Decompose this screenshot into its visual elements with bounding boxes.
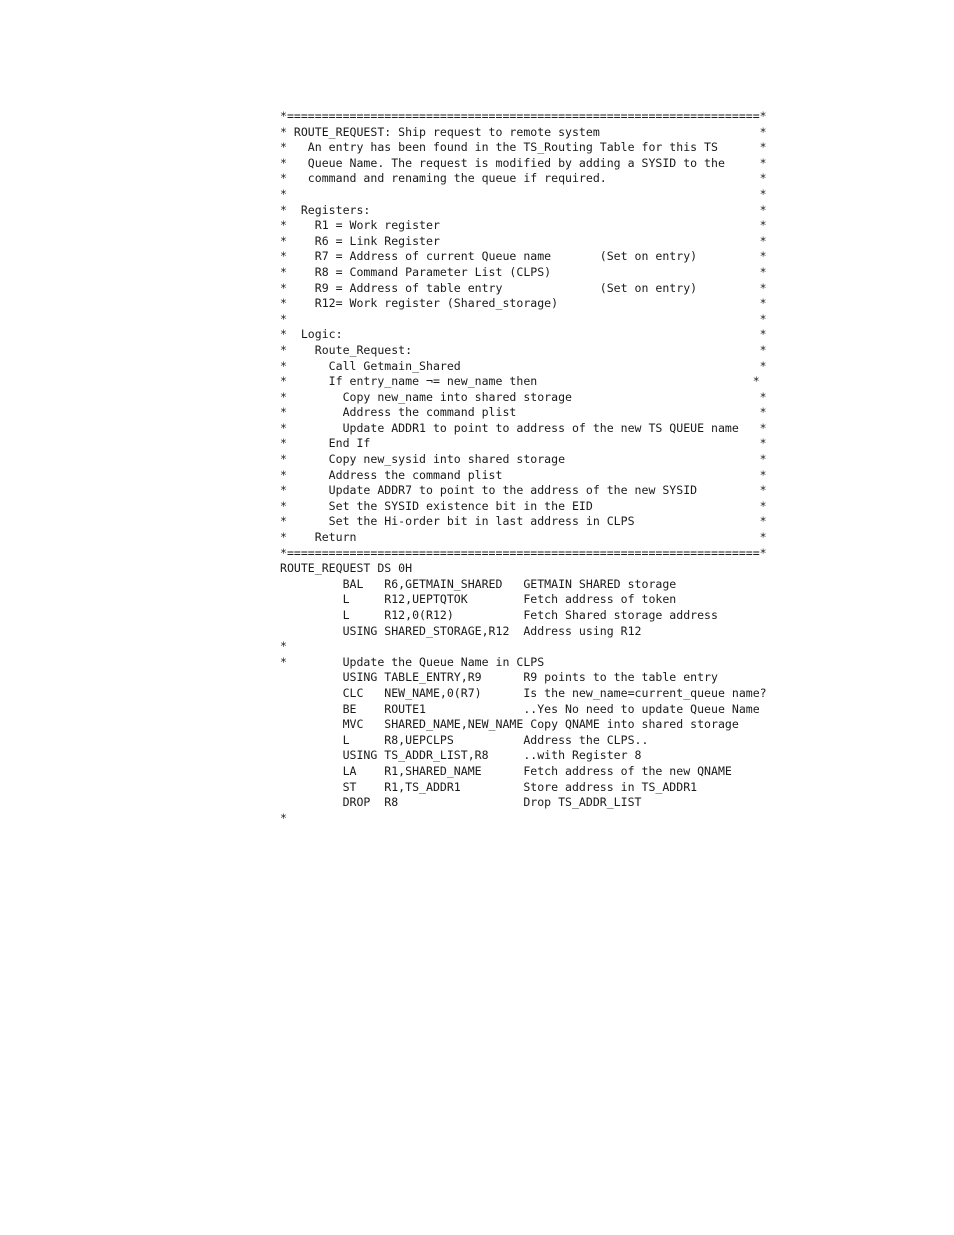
code-line: * * — [280, 311, 767, 326]
code-line: * Route_Request: * — [280, 342, 767, 357]
code-line: DROP R8 Drop TS_ADDR_LIST — [280, 795, 642, 810]
code-line: * Logic: * — [280, 327, 767, 342]
code-line: * Call Getmain_Shared * — [280, 358, 767, 373]
code-line: * Address the command plist * — [280, 405, 767, 420]
code-line: * An entry has been found in the TS_Routing Table for this TS * — [280, 140, 767, 155]
code-line: CLC NEW_NAME,0(R7) Is the new_name=current_queue name? — [280, 685, 767, 700]
code-line: * R8 = Command Parameter List (CLPS) * — [280, 264, 767, 279]
code-line: * — [280, 639, 287, 654]
code-line: * ROUTE_REQUEST: Ship request to remote system * — [280, 124, 767, 139]
code-line: BAL R6,GETMAIN_SHARED GETMAIN SHARED storage — [280, 576, 677, 591]
assembler-code-listing — [280, 109, 790, 826]
code-line: * End If * — [280, 436, 767, 451]
code-line: * Return * — [280, 530, 767, 545]
code-line: USING SHARED_STORAGE,R12 Address using R12 — [280, 623, 642, 638]
code-line: * Copy new_sysid into shared storage * — [280, 452, 767, 467]
code-line: * — [280, 810, 287, 825]
code-line: * Copy new_name into shared storage * — [280, 389, 767, 404]
code-line: USING TS_ADDR_LIST,R8 ..with Register 8 — [280, 748, 642, 763]
code-line: MVC SHARED_NAME,NEW_NAME Copy QNAME into shared storage — [280, 717, 739, 732]
code-line: BE ROUTE1 ..Yes No need to update Queue Name — [280, 701, 760, 716]
code-line: * Registers: * — [280, 202, 767, 217]
code-line: *====================================================================* — [280, 109, 767, 123]
code-line: * Set the Hi-order bit in last address in CLPS * — [280, 514, 767, 529]
code-line: * R6 = Link Register * — [280, 233, 767, 248]
code-line: * Update ADDR7 to point to the address of the new SYSID * — [280, 483, 767, 498]
code-line: L R12,UEPTQTOK Fetch address of token — [280, 592, 677, 607]
code-line: * Set the SYSID existence bit in the EID * — [280, 498, 767, 513]
code-line: * R7 = Address of current Queue name (Set on entry) * — [280, 249, 767, 264]
code-line: L R8,UEPCLPS Address the CLPS.. — [280, 732, 649, 747]
code-line: * * — [280, 186, 767, 201]
code-line: * command and renaming the queue if required. * — [280, 171, 767, 186]
code-line: * R1 = Work register * — [280, 218, 767, 233]
code-line: * Update the Queue Name in CLPS — [280, 654, 545, 669]
code-line: USING TABLE_ENTRY,R9 R9 points to the table entry — [280, 670, 718, 685]
code-line: ROUTE_REQUEST DS 0H — [280, 561, 413, 576]
code-line: * R9 = Address of table entry (Set on entry) * — [280, 280, 767, 295]
code-line: ST R1,TS_ADDR1 Store address in TS_ADDR1 — [280, 779, 698, 794]
code-line: LA R1,SHARED_NAME Fetch address of the new QNAME — [280, 763, 732, 778]
code-line: * R12= Work register (Shared_storage) * — [280, 296, 767, 311]
code-line: * If entry_name ¬= new_name then * — [280, 374, 760, 389]
code-line: * Address the command plist * — [280, 467, 767, 482]
code-line: *====================================================================* — [280, 545, 767, 560]
code-line: L R12,0(R12) Fetch Shared storage address — [280, 608, 718, 622]
code-line: * Update ADDR1 to point to address of the new TS QUEUE name * — [280, 420, 767, 435]
code-line: * Queue Name. The request is modified by adding a SYSID to the * — [280, 155, 767, 170]
